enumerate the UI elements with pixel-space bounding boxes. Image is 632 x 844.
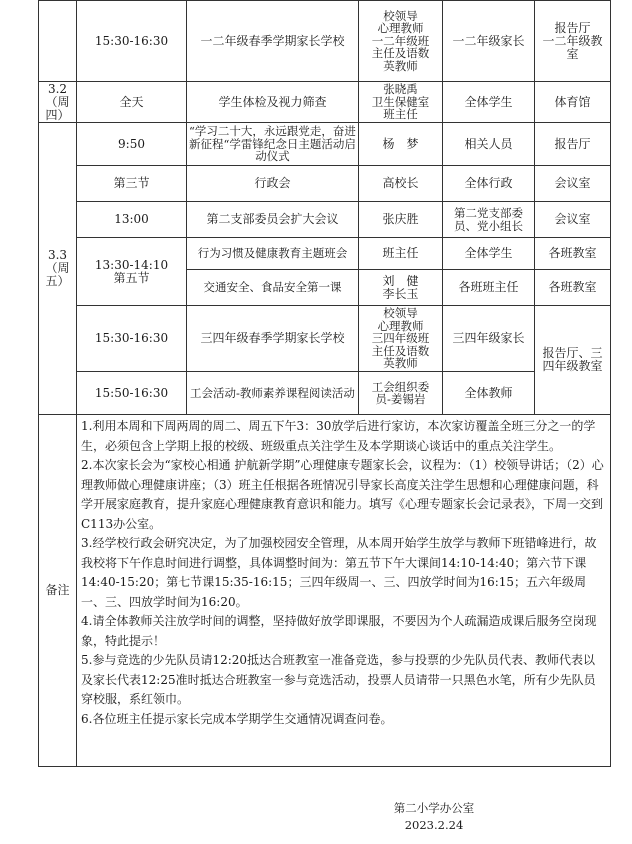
person-cell: 校领导 心理教师 三四年级班 主任及语数 英教师: [359, 306, 443, 372]
attendees-cell: 全体行政: [443, 166, 535, 202]
schedule-table: [38, 0, 611, 767]
date-cell: 3.3 （周五）: [39, 123, 77, 415]
time-cell: 15:50-16:30: [77, 372, 187, 415]
table-row: [39, 1, 611, 82]
time-cell: 全天: [77, 82, 187, 123]
attendees-cell: 一二年级家长: [443, 1, 535, 82]
time-cell: 13:00: [77, 202, 187, 238]
table-row: [39, 202, 611, 238]
table-row: [39, 306, 611, 372]
notes-row: [39, 415, 611, 767]
place-cell: 报告厅、三 四年级教室: [535, 306, 611, 415]
time-cell: 9:50: [77, 123, 187, 166]
content-cell: 行为习惯及健康教育主题班会: [187, 238, 359, 270]
content-cell: 交通安全、食品安全第一课: [187, 270, 359, 306]
place-cell: 体育馆: [535, 82, 611, 123]
person-cell: 班主任: [359, 238, 443, 270]
time-cell: 13:30-14:10 第五节: [77, 238, 187, 306]
attendees-cell: 各班班主任: [443, 270, 535, 306]
note-item: 6.各位班主任提示家长完成本学期学生交通情况调查问卷。: [81, 711, 393, 726]
attendees-cell: 三四年级家长: [443, 306, 535, 372]
table-row: [39, 82, 611, 123]
table-row: [39, 238, 611, 270]
person-cell: 刘 健 李长玉: [359, 270, 443, 306]
place-cell: 各班教室: [535, 238, 611, 270]
note-item: 2.本次家长会为“家校心相通 护航新学期”心理健康专题家长会，议程为：（1）校领导讲话；（2）心理教师做心理健康讲座；（3）班主任根据各班情况引导家长高度关注学生思想和心理健康问题，科学开展家庭教育，提升家庭心理健康教育意识和能力。填写《心理专题家长会记录表》，下周一交到C113办公室。: [81, 458, 604, 531]
note-item: 4.请全体教师关注放学时间的调整，坚持做好放学即课服，不要因为个人疏漏造成课后服务空岗现象，特此提示！: [81, 614, 597, 648]
time-cell: 15:30-16:30: [77, 306, 187, 372]
person-cell: 高校长: [359, 166, 443, 202]
attendees-cell: 全体教师: [443, 372, 535, 415]
notes-cell: [77, 415, 611, 767]
place-cell: 各班教室: [535, 270, 611, 306]
time-cell: 15:30-16:30: [77, 1, 187, 82]
content-cell: 学生体检及视力筛查: [187, 82, 359, 123]
table-row: [39, 166, 611, 202]
content-cell: 三四年级春季学期家长学校: [187, 306, 359, 372]
content-cell: 工会活动-教师素养课程阅读活动: [187, 372, 359, 415]
table-row: [39, 123, 611, 166]
attendees-cell: 全体学生: [443, 82, 535, 123]
person-cell: 杨 梦: [359, 123, 443, 166]
table-row: [39, 372, 611, 415]
content-cell: “学习二十大，永远跟党走，奋进新征程“学雷锋纪念日主题活动启动仪式: [187, 123, 359, 166]
place-cell: 会议室: [535, 166, 611, 202]
office-signature: 第二小学办公室: [393, 801, 475, 815]
attendees-cell: 相关人员: [443, 123, 535, 166]
note-item: 1.利用本周和下周两周的周二、周五下午3：30放学后进行家访，本次家访覆盖全班三分之一的学生，必须包含上学期上报的校级、班级重点关注学生及本学期谈心谈话中的重点关注学生。: [81, 419, 596, 453]
content-cell: 第二支部委员会扩大会议: [187, 202, 359, 238]
attendees-cell: 全体学生: [443, 238, 535, 270]
place-cell: 报告厅 一二年级教 室: [535, 1, 611, 82]
note-item: 5.参与竞选的少先队员请12:20抵达合班教室一准备竞选，参与投票的少先队员代表、教师代表以及家长代表12:25准时抵达合班教室一参与竞选活动，投票人员请带一只黑色水笔，所有少先队员穿校服，系红领巾。: [81, 653, 596, 706]
notes-label: 备注: [39, 415, 77, 767]
signature-date: 2023.2.24: [404, 818, 464, 832]
note-item: 3.经学校行政会研究决定，为了加强校园安全管理，从本周开始学生放学与教师下班错峰进行，故我校将下午作息时间进行调整，具体调整时间为：第五节下午大课间14:10-14:40；第六节下课14:40-15:20；第七节课15:35-16:15；三四年级周一、三、四放学时间为16:15；五六年级周一、三、四放学时间为16:20。: [81, 536, 597, 609]
time-cell: 第三节: [77, 166, 187, 202]
place-cell: 会议室: [535, 202, 611, 238]
person-cell: 校领导 心理教师 一二年级班 主任及语数 英教师: [359, 1, 443, 82]
content-cell: 行政会: [187, 166, 359, 202]
content-cell: 一二年级春季学期家长学校: [187, 1, 359, 82]
person-cell: 张庆胜: [359, 202, 443, 238]
date-cell: 3.2 （周四）: [39, 82, 77, 123]
person-cell: 工会组织委 员-姜锡岩: [359, 372, 443, 415]
person-cell: 张晓禹 卫生保健室 班主任: [359, 82, 443, 123]
place-cell: 报告厅: [535, 123, 611, 166]
attendees-cell: 第二党支部委员、党小组长: [443, 202, 535, 238]
